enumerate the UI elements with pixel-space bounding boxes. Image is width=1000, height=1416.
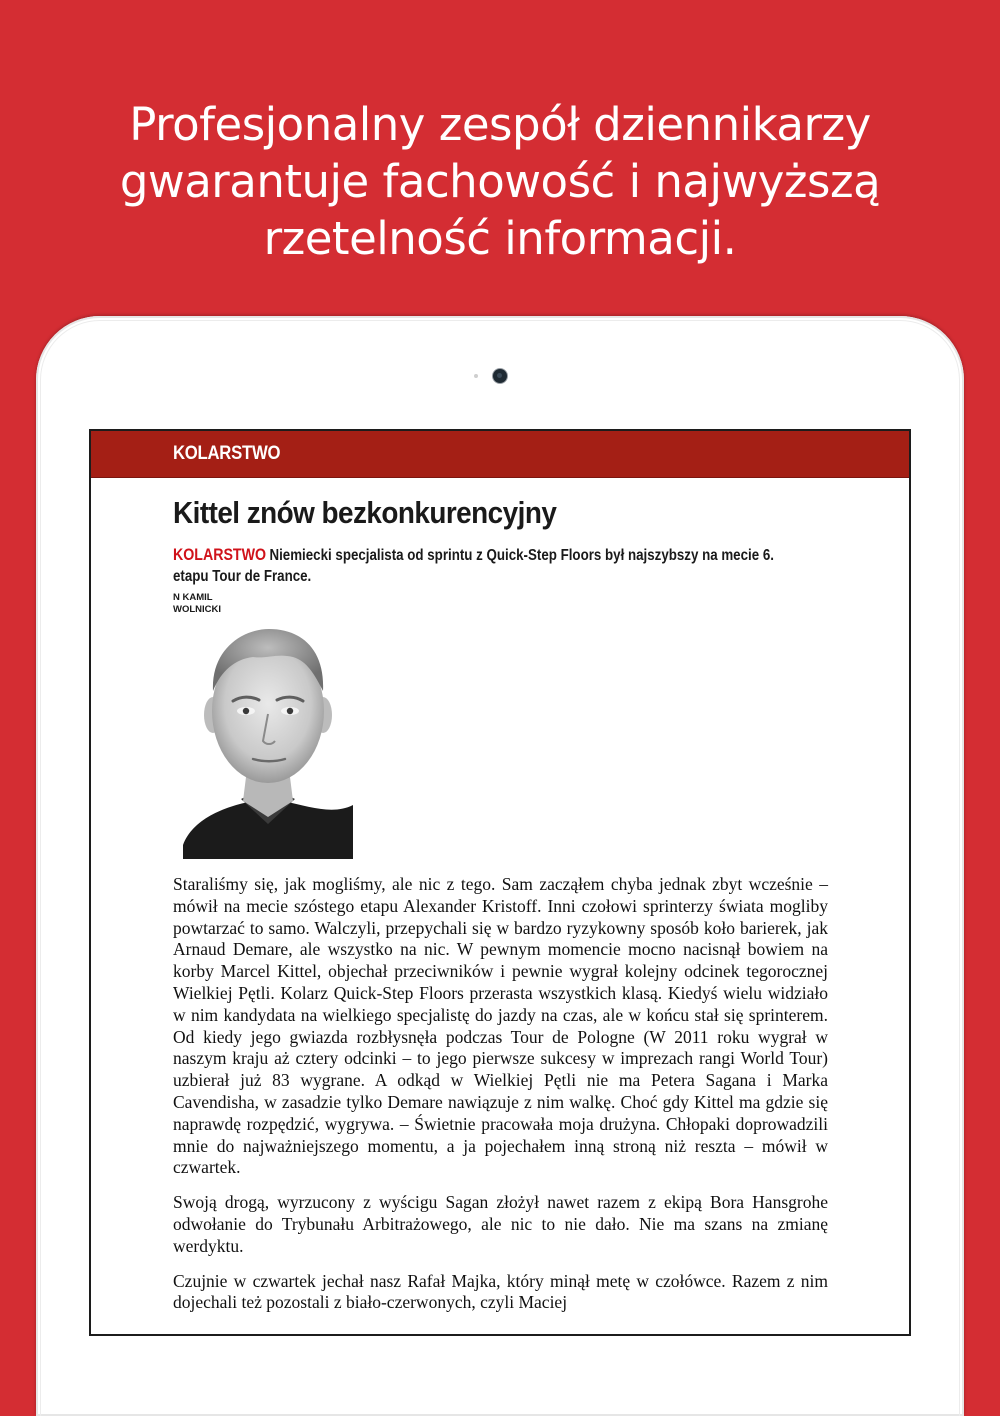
article-lead: [173, 545, 775, 587]
promo-line: gwarantuje fachowość i najwyższą: [119, 155, 881, 208]
author-photo: [183, 619, 353, 859]
article-headline: Kittel znów bezkonkurencyjny: [173, 495, 557, 530]
byline-line: N KAMIL: [173, 592, 213, 603]
ambient-sensor-icon: [474, 374, 478, 378]
article-paragraph: Staraliśmy się, jak mogliśmy, ale nic z tego. Sam zacząłem chyba jednak zbyt wcześnie – mówił na mecie szóstego etapu Alexander Kristoff. Inni czołowi sprinterzy świata mogliby powtarzać to samo. Walczyli, przepychali się w bardzo ryzykowny sposób koło barierek, jak Arnaud Demare, ale wszystko na nic. W pewnym momencie mocno nacisnął bowiem na korby Marcel Kittel, objechał przeciwników i pewnie wygrał kolejny odcinek tegorocznej Wielkiej Pętli. Kolarz Quick-Step Floors przerasta wszystkich klasą. Kiedyś wielu widziało w nim kandydata na wielkiego specjalistę do jazdy na czas, ale w końcu stał się sprinterem. Od kiedy jego gwiazda rozbłysnęła podczas Tour de Pologne (W 2011 roku wygrał w naszym kraju aż cztery odcinki – to jego pierwsze sukcesy w imprezach rangi World Tour) uzbierał już 83 wygrane. A odkąd w Wielkiej Pętli nie ma Petera Sagana i Marka Cavendisha, w zasadzie tylko Demare nawiązuje z nim walkę. Choć gdy Kittel ma gdzie się naprawdę rozpędzić, wygrywa. – Świetnie pracowała moja drużyna. Chłopaki doprowadzili mnie do najważniejszego momentu, a ja pojechałem inną stroną niż reszta – mówił w czwartek.: [173, 874, 828, 1178]
lead-text: Niemiecki specjalista od sprintu z Quick-Step Floors był najszybszy na mecie 6. etapu Tour de France.: [173, 547, 774, 585]
promo-line: rzetelność informacji.: [263, 212, 737, 265]
article-paragraph: Czujnie w czwartek jechał nasz Rafał Majka, który minął metę w czołówce. Razem z nim dojechali też pozostali z biało-czerwonych, czyli Maciej: [173, 1270, 828, 1313]
author-byline: [173, 592, 221, 616]
front-camera-icon: [493, 369, 507, 383]
lead-kicker: KOLARSTWO: [173, 546, 267, 564]
promo-headline: [0, 96, 1000, 267]
byline-line: WOLNICKI: [173, 604, 222, 615]
article-body: [173, 874, 828, 1327]
article-paragraph: Swoją drogą, wyrzucony z wyścigu Sagan złożył nawet razem z ekipą Bora Hansgrohe odwołanie do Trybunału Arbitrażowego, ale nic to nie dało. Nie ma szans na zmianę werdyktu.: [173, 1192, 828, 1256]
article-screen[interactable]: [91, 431, 909, 1334]
promo-line: Profesjonalny zespół dziennikarzy: [129, 98, 871, 151]
section-label: KOLARSTWO: [173, 443, 281, 464]
section-header-bar: [91, 431, 909, 478]
